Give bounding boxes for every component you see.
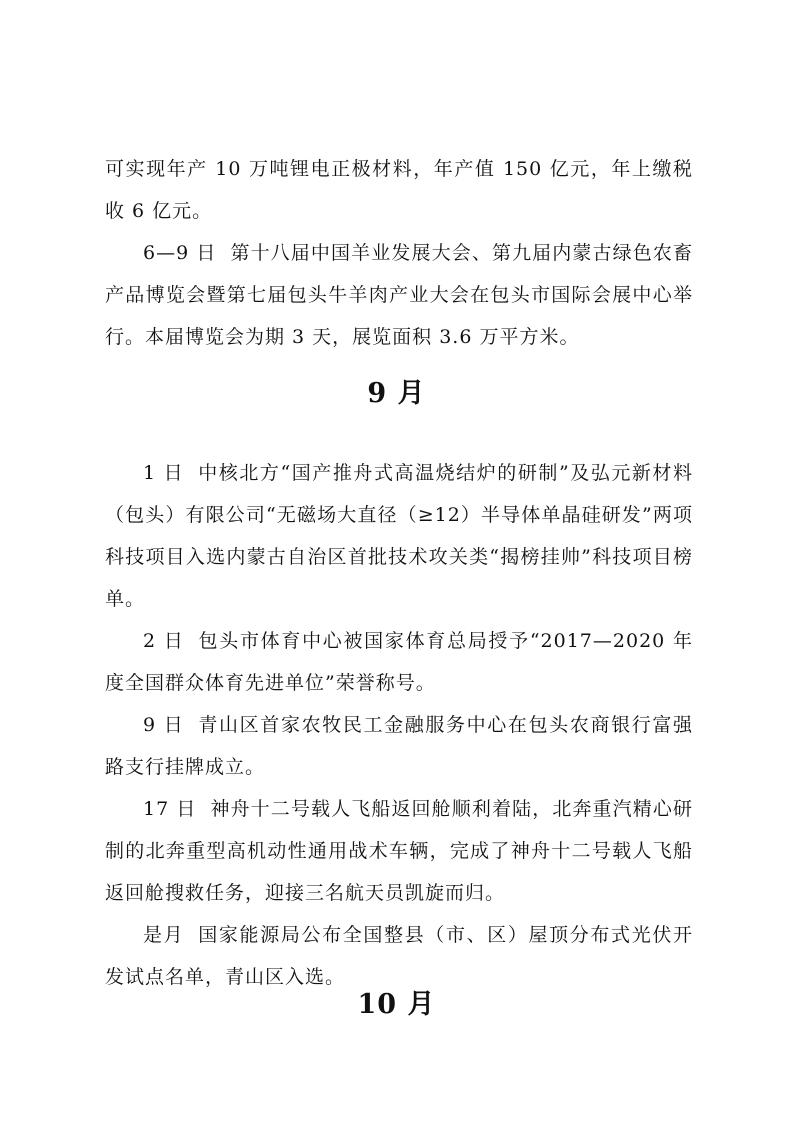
entry-date: 1 日 (143, 462, 185, 484)
entry-date: 是月 (143, 924, 185, 946)
paragraph-text: 可实现年产 10 万吨锂电正极材料，年产值 150 亿元，年上缴税收 6 亿元。 (105, 158, 693, 222)
month-heading-october: 10 月 (357, 989, 436, 1020)
sep-entries (105, 452, 693, 998)
entry-paragraph (105, 232, 693, 358)
aug-entries (105, 148, 693, 358)
entry-text: 神舟十二号载人飞船返回舱顺利着陆，北奔重汽精心研制的北奔重型高机动性通用战术车辆，完成了神舟十二号载人飞船返回舱搜救任务，迎接三名航天员凯旋而归。 (105, 798, 693, 904)
entry-paragraph (105, 704, 693, 788)
entry-paragraph (105, 452, 693, 620)
entry-text: 第十八届中国羊业发展大会、第九届内蒙古绿色农畜产品博览会暨第七届包头牛羊肉产业大会在包头市国际会展中心举行。本届博览会为期 3 天，展览面积 3.6 万平方米。 (105, 242, 693, 348)
entry-text: 青山区首家农牧民工金融服务中心在包头农商银行富强路支行挂牌成立。 (105, 714, 693, 778)
entry-text: 中核北方“国产推舟式高温烧结炉的研制”及弘元新材料（包头）有限公司“无磁场大直径（≥12）半导体单晶硅研发”两项科技项目入选内蒙古自治区首批技术攻关类“揭榜挂帅”科技项目榜单。 (105, 462, 693, 610)
entry-date: 6—9 日 (143, 242, 217, 264)
entry-paragraph (105, 788, 693, 914)
paragraph-continuation (105, 148, 693, 232)
month-heading-september: 9 月 (367, 378, 426, 409)
entry-date: 2 日 (143, 630, 185, 652)
entry-text: 包头市体育中心被国家体育总局授予“2017—2020 年度全国群众体育先进单位”荣誉称号。 (105, 630, 693, 694)
entry-date: 9 日 (143, 714, 185, 736)
entry-text: 国家能源局公布全国整县（市、区）屋顶分布式光伏开发试点名单，青山区入选。 (105, 924, 693, 988)
entry-paragraph (105, 620, 693, 704)
entry-date: 17 日 (143, 798, 197, 820)
